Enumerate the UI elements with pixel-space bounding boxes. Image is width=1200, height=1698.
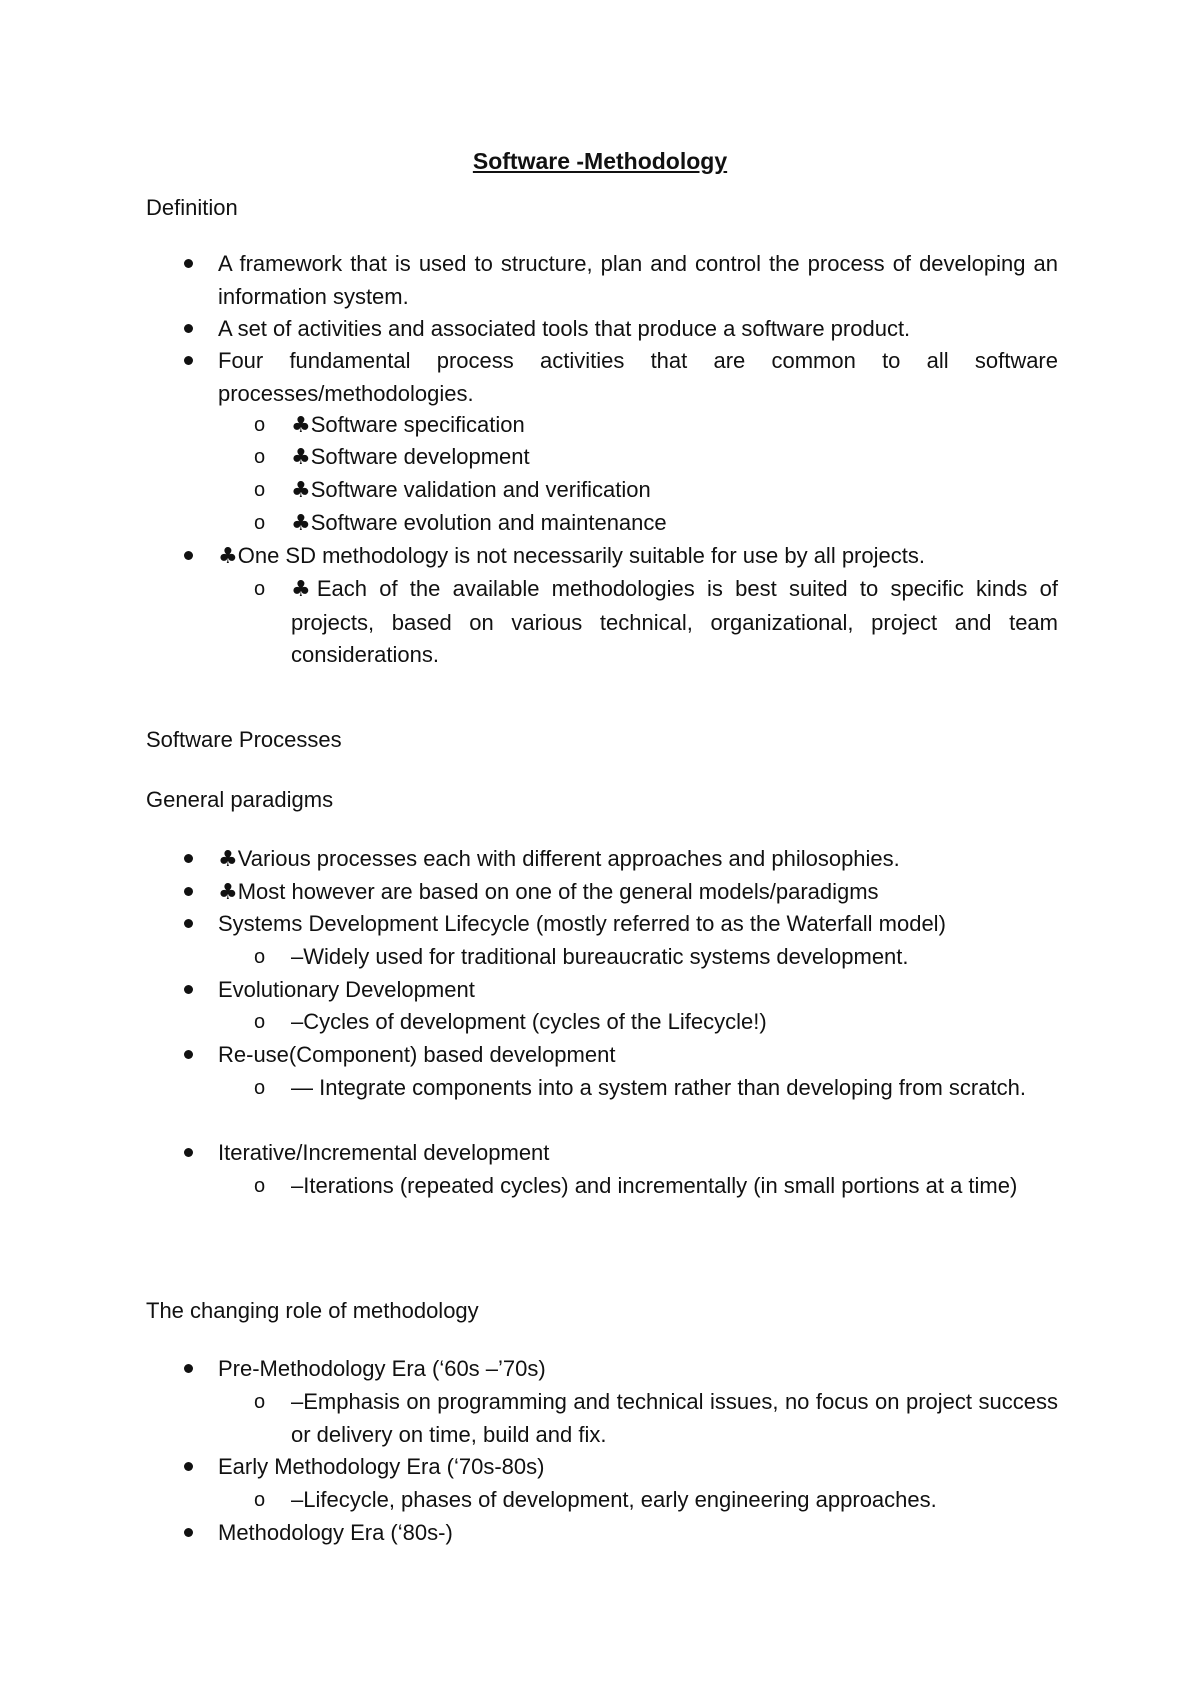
section-heading-definition: Definition	[146, 195, 238, 220]
list-item	[218, 1451, 1058, 1484]
club-icon: ♣	[218, 880, 238, 905]
bullet-icon	[184, 876, 193, 909]
section-heading-software-processes: Software Processes	[146, 727, 342, 752]
sub-bullet-icon: o	[254, 578, 266, 600]
sub-bullet-icon: o	[254, 446, 266, 468]
club-icon: ♣	[291, 478, 311, 503]
list-item-text: Re-use(Component) based development	[218, 1042, 616, 1067]
list-item-text: Software validation and verification	[310, 477, 651, 502]
list-item	[218, 345, 1058, 410]
list-item-text: Iterative/Incremental development	[218, 1140, 550, 1165]
list-item-text: –Emphasis on programming and technical issues, no focus on project success or delivery on time, build and fix.	[291, 1389, 1058, 1447]
list-item	[218, 1039, 1058, 1072]
list-item	[218, 540, 1058, 574]
club-icon: ♣	[291, 511, 311, 536]
section-heading-general-paradigms: General paradigms	[146, 787, 334, 812]
bullet-icon	[184, 1451, 193, 1484]
sub-bullet-icon: o	[254, 1077, 266, 1099]
list-item	[254, 1386, 1058, 1451]
list-item	[254, 474, 1058, 508]
bullet-icon	[184, 1353, 193, 1386]
club-icon: ♣	[218, 544, 238, 569]
bullet-icon	[184, 313, 193, 346]
sub-bullet-icon: o	[254, 946, 266, 968]
list-item	[254, 507, 1058, 541]
list-item-text: Pre-Methodology Era (‘60s –’70s)	[218, 1356, 546, 1381]
list-item	[254, 1072, 1058, 1105]
list-item-text: One SD methodology is not necessarily suitable for use by all projects.	[237, 543, 925, 568]
list-item-text: Various processes each with different approaches and philosophies.	[237, 846, 900, 871]
list-item	[254, 441, 1058, 475]
bullet-icon	[184, 1039, 193, 1072]
list-item-text: Each of the available methodologies is best suited to specific kinds of projects, based on various technical, organizational, project and team considerations.	[291, 576, 1058, 667]
list-item-text: Evolutionary Development	[218, 977, 475, 1002]
list-item-text: Software evolution and maintenance	[310, 510, 667, 535]
list-item	[218, 876, 1058, 910]
list-item-text: –Cycles of development (cycles of the Lifecycle!)	[291, 1009, 767, 1034]
club-icon: ♣	[291, 445, 311, 470]
bullet-icon	[184, 540, 193, 573]
list-item	[254, 409, 1058, 443]
bullet-icon	[184, 1137, 193, 1170]
bullet-icon	[184, 974, 193, 1007]
section-heading-changing-role: The changing role of methodology	[146, 1298, 479, 1323]
list-item	[254, 1484, 1058, 1517]
list-item-text: –Iterations (repeated cycles) and incrementally (in small portions at a time)	[291, 1173, 1018, 1198]
sub-bullet-icon: o	[254, 512, 266, 534]
list-item-text: –Widely used for traditional bureaucratic systems development.	[291, 944, 909, 969]
bullet-icon	[184, 843, 193, 876]
list-item	[218, 313, 1058, 346]
list-item-text: A set of activities and associated tools that produce a software product.	[218, 316, 911, 341]
list-item	[254, 573, 1058, 672]
list-item-text: Early Methodology Era (‘70s-80s)	[218, 1454, 545, 1479]
list-item-text: Software specification	[310, 412, 525, 437]
bullet-icon	[184, 248, 193, 281]
list-item-text: Systems Development Lifecycle (mostly referred to as the Waterfall model)	[218, 911, 946, 936]
sub-bullet-icon: o	[254, 1391, 266, 1413]
list-item	[218, 248, 1058, 313]
list-item	[218, 1353, 1058, 1386]
page-title: Software -Methodology	[472, 148, 728, 174]
list-item	[254, 1006, 1058, 1039]
list-item-text: — Integrate components into a system rather than developing from scratch.	[291, 1075, 1026, 1100]
sub-bullet-icon: o	[254, 479, 266, 501]
list-item	[218, 1137, 1058, 1170]
club-icon: ♣	[291, 413, 311, 438]
sub-bullet-icon: o	[254, 1175, 266, 1197]
bullet-icon	[184, 908, 193, 941]
list-item-text: Methodology Era (‘80s-)	[218, 1520, 453, 1545]
list-item-text: Four fundamental process activities that are common to all software processes/methodologies.	[218, 348, 1058, 406]
list-item-text: A framework that is used to structure, plan and control the process of developing an information system.	[218, 251, 1058, 309]
list-item-text: Software development	[310, 444, 530, 469]
sub-bullet-icon: o	[254, 1011, 266, 1033]
list-item	[254, 1170, 1058, 1203]
list-item	[218, 908, 1058, 941]
bullet-icon	[184, 1517, 193, 1550]
list-item	[218, 843, 1058, 877]
list-item-text: –Lifecycle, phases of development, early engineering approaches.	[291, 1487, 937, 1512]
list-item	[218, 974, 1058, 1007]
list-item	[218, 1517, 1058, 1550]
bullet-icon	[184, 345, 193, 378]
sub-bullet-icon: o	[254, 414, 266, 436]
club-icon: ♣	[291, 577, 317, 602]
list-item	[254, 941, 1058, 974]
list-item-text: Most however are based on one of the general models/paradigms	[237, 879, 879, 904]
club-icon: ♣	[218, 847, 238, 872]
sub-bullet-icon: o	[254, 1489, 266, 1511]
